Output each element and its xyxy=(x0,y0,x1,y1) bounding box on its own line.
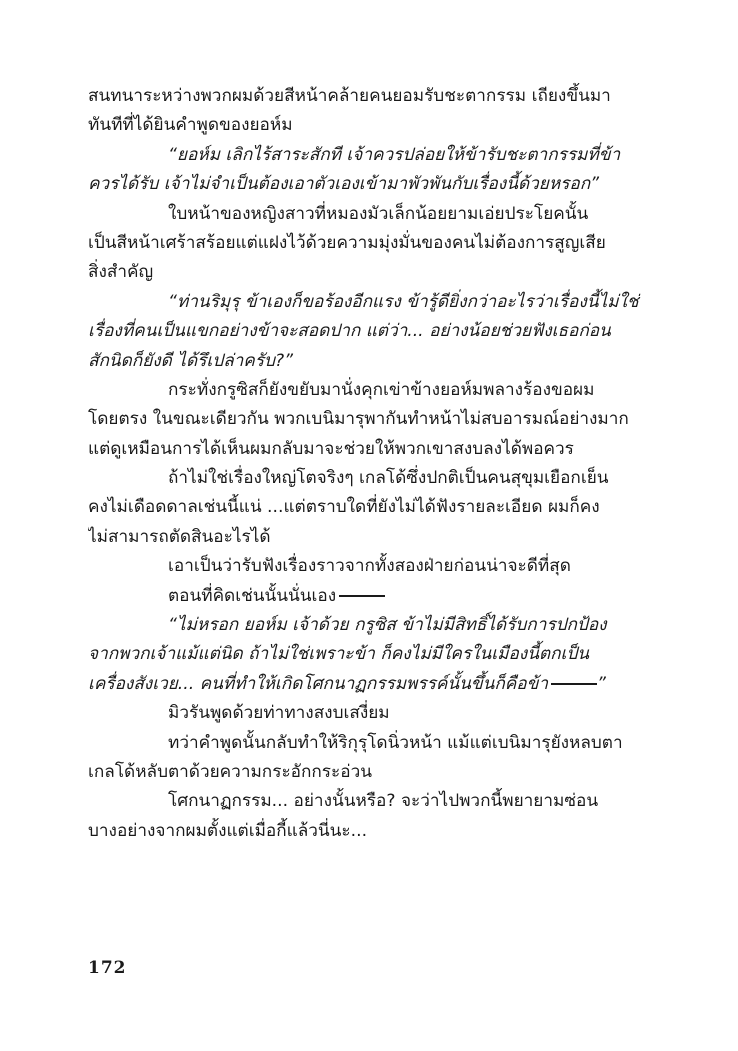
text-line: ทันทีที่ได้ยินคำพูดของยอห์ม xyxy=(88,115,293,136)
dialogue-line: เรื่องที่คนเป็นแขกอย่างข้าจะสอดปาก แต่ว่า... อย่างน้อยช่วยฟังเธอก่อน xyxy=(88,321,611,342)
line-text: ตอนที่คิดเช่นนั้นนั่นเอง xyxy=(168,585,337,606)
dialogue-line xyxy=(88,670,653,699)
text-line: เกลโด้หลับตาด้วยความกระอักกระอ่วน xyxy=(88,761,372,782)
text-line: สนทนาระหว่างพวกผมด้วยสีหน้าคล้ายคนยอมรับชะตากรรม เถียงขึ้นมา xyxy=(88,86,611,106)
text-line: เอาเป็นว่ารับฟังเรื่องราวจากทั้งสองฝ่ายก่อนน่าจะดีที่สุด xyxy=(168,556,571,577)
document-body xyxy=(88,82,653,846)
text-line: ใบหน้าของหญิงสาวที่หมองมัวเล็กน้อยยามเอ่ยประโยคนั้น xyxy=(168,203,589,224)
text-line: ไม่สามารถตัดสินอะไรได้ xyxy=(88,526,271,547)
text-line: ทว่าคำพูดนั้นกลับทำให้ริกุรุโดนิ่วหน้า แม้แต่เบนิมารุยังหลบตา xyxy=(168,732,623,753)
dialogue-line: “ท่านริมุรุ ข้าเองก็ขอร้องอีกแรง ข้ารู้ดียิ่งกว่าอะไรว่าเรื่องนี้ไม่ใช่ xyxy=(168,291,639,312)
text-line: กระทั่งกรูซิสก็ยังขยับมานั่งคุกเข่าข้างยอห์มพลางร้องขอผม xyxy=(168,379,595,400)
text-line: คงไม่เดือดดาลเช่นนี้แน่ ...แต่ตราบใดที่ยังไม่ได้ฟังรายละเอียด ผมก็คง xyxy=(88,497,600,518)
dialogue-line: ควรได้รับ เจ้าไม่จำเป็นต้องเอาตัวเองเข้ามาพัวพันกับเรื่องนี้ด้วยหรอก” xyxy=(88,174,600,195)
line-text: เครื่องสังเวย... คนที่ทำให้เกิดโศกนาฏกรรมพรรค์นั้นขึ้นก็คือข้า xyxy=(88,673,548,694)
dialogue-line: “ยอห์ม เลิกไร้สาระสักที เจ้าควรปล่อยให้ข้ารับชะตากรรมที่ข้า xyxy=(168,144,621,165)
text-line: เป็นสีหน้าเศร้าสร้อยแต่แฝงไว้ด้วยความมุ่งมั่นของคนไม่ต้องการสูญเสีย xyxy=(88,232,606,253)
text-line: มิวรันพูดด้วยท่าทางสงบเสงี่ยม xyxy=(168,703,390,724)
text-line: แต่ดูเหมือนการได้เห็นผมกลับมาจะช่วยให้พวกเขาสงบลงได้พอควร xyxy=(88,438,574,459)
page-number: 172 xyxy=(88,958,127,978)
dialogue-line: สักนิดก็ยังดี ได้รึเปล่าครับ?” xyxy=(88,350,293,371)
closing-quote: ” xyxy=(596,673,606,694)
text-line: สิ่งสำคัญ xyxy=(88,262,154,283)
text-line: โศกนาฏกรรม... อย่างนั้นหรือ? จะว่าไปพวกนี้พยายามซ่อน xyxy=(168,791,599,812)
em-dash xyxy=(339,595,385,597)
text-line: โดยตรง ในขณะเดียวกัน พวกเบนิมารุพากันทำหน้าไม่สบอารมณ์อย่างมาก xyxy=(88,409,629,430)
dialogue-line: “ไม่หรอก ยอห์ม เจ้าด้วย กรูซิส ข้าไม่มีสิทธิ์ได้รับการปกป้อง xyxy=(168,615,607,636)
dialogue-line: จากพวกเจ้าแม้แต่นิด ถ้าไม่ใช่เพราะข้า ก็คงไม่มีใครในเมืองนี้ตกเป็น xyxy=(88,644,590,665)
text-line: ถ้าไม่ใช่เรื่องใหญ่โตจริงๆ เกลโด้ซึ่งปกติเป็นคนสุขุมเยือกเย็น xyxy=(168,468,609,489)
em-dash xyxy=(551,683,597,685)
text-line: บางอย่างจากผมตั้งแต่เมื่อกี้แล้วนี่นะ... xyxy=(88,820,368,841)
text-line xyxy=(88,582,653,611)
